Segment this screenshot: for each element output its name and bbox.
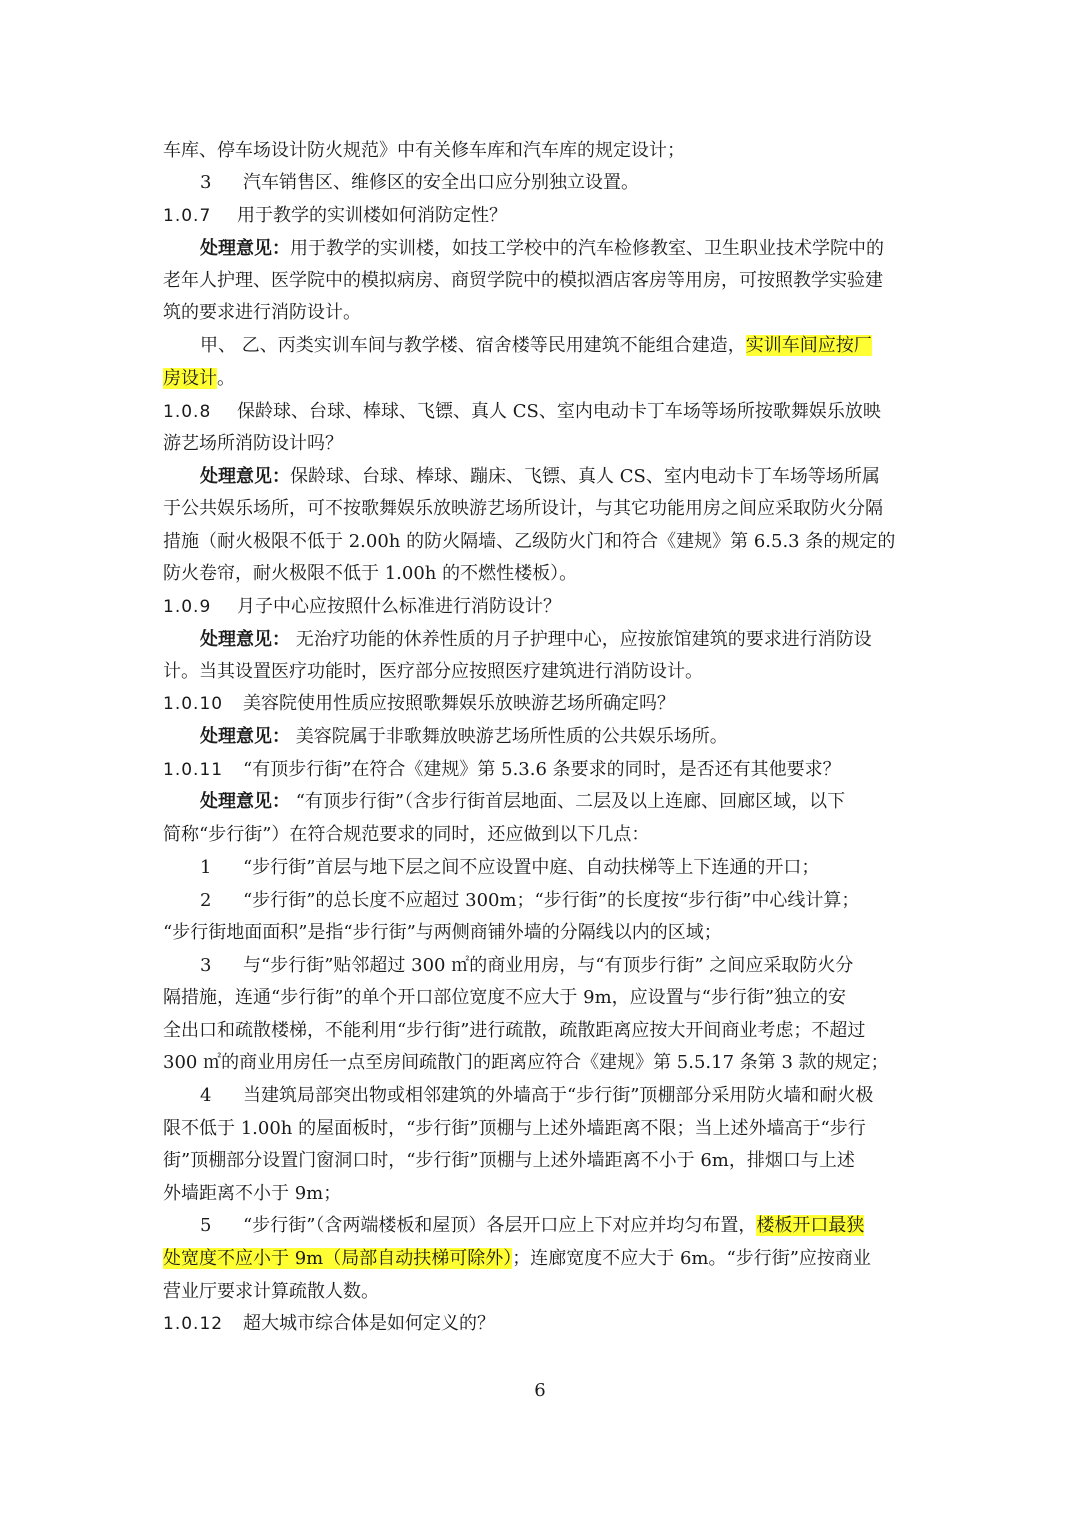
item-number: 5 xyxy=(200,1215,212,1236)
list-item xyxy=(200,1081,873,1111)
text-line: 300 ㎡的商业用房任一点至房间疏散门的距离应符合《建规》第 5.5.17 条第 3 款的规定； xyxy=(163,1052,889,1073)
text-line: 营业厅要求计算疏散人数。 xyxy=(163,1281,379,1302)
item-text: 与“步行街”贴邻超过 300 ㎡的商业用房，与“有顶步行街” 之间应采取防火分 xyxy=(243,955,854,976)
question-1-0-8 xyxy=(163,397,881,427)
answer-text: “有顶步行街”（含步行街首层地面、二层及以上连廊、回廊区域，以下 xyxy=(290,791,846,812)
answer-text: 美容院属于非歌舞放映游艺场所性质的公共娱乐场所。 xyxy=(290,726,728,747)
section-number: 1.0.7 xyxy=(163,206,212,226)
question-text: 超大城市综合体是如何定义的？ xyxy=(243,1313,495,1334)
item-number: 1 xyxy=(200,857,212,878)
text-line: 车库、停车场设计防火规范》中有关修车库和汽车库的规定设计； xyxy=(163,140,685,161)
text-line xyxy=(163,364,235,394)
answer-line xyxy=(200,722,728,752)
highlighted-text: 房设计 xyxy=(163,368,217,389)
text-line: 街”顶棚部分设置门窗洞口时，“步行街”顶棚与上述外墙距离不小于 6m，排烟口与上述 xyxy=(163,1150,855,1171)
text-run: 甲、 乙、丙类实训车间与教学楼、宿舍楼等民用建筑不能组合建造， xyxy=(200,335,746,356)
question-text: 月子中心应按照什么标准进行消防设计？ xyxy=(237,596,561,617)
answer-label: 处理意见： xyxy=(200,238,290,259)
answer-line xyxy=(200,625,872,655)
section-number: 1.0.8 xyxy=(163,402,212,422)
text-line: “步行街地面面积”是指“步行街”与两侧商铺外墙的分隔线以内的区域； xyxy=(163,922,722,943)
question-text: “有顶步行街”在符合《建规》第 5.3.6 条要求的同时，是否还有其他要求？ xyxy=(243,759,841,780)
answer-label: 处理意见： xyxy=(200,629,290,650)
answer-line xyxy=(200,462,880,492)
answer-line xyxy=(200,234,884,264)
text-line: 措施（耐火极限不低于 2.00h 的防火隔墙、乙级防火门和符合《建规》第 6.5.3 条的规定的 xyxy=(163,531,896,552)
item-text: 汽车销售区、维修区的安全出口应分别独立设置。 xyxy=(243,172,639,193)
question-text: 用于教学的实训楼如何消防定性？ xyxy=(237,205,507,226)
item-number: 3 xyxy=(200,955,212,976)
item-number: 2 xyxy=(200,890,212,911)
question-text: 美容院使用性质应按照歌舞娱乐放映游艺场所确定吗？ xyxy=(243,693,675,714)
section-number: 1.0.11 xyxy=(163,760,224,780)
text-line: 限不低于 1.00h 的屋面板时，“步行街”顶棚与上述外墙距离不限；当上述外墙高于“步行 xyxy=(163,1118,866,1139)
text-run: ；连廊宽度不应大于 6m。“步行街”应按商业 xyxy=(512,1248,871,1269)
answer-text: 保龄球、台球、棒球、蹦床、飞镖、真人 CS、室内电动卡丁车场等场所属 xyxy=(290,466,880,487)
item-number: 3 xyxy=(200,172,212,193)
text-line: 全出口和疏散楼梯，不能利用“步行街”进行疏散，疏散距离应按大开间商业考虑；不超过 xyxy=(163,1020,866,1041)
text-line: 隔措施，连通“步行街”的单个开口部位宽度不应大于 9m，应设置与“步行街”独立的安 xyxy=(163,987,847,1008)
question-1-0-12 xyxy=(163,1309,495,1339)
page-number: 6 xyxy=(534,1380,546,1401)
item-text: “步行街”首层与地下层之间不应设置中庭、自动扶梯等上下连通的开口； xyxy=(243,857,820,878)
answer-label: 处理意见： xyxy=(200,726,290,747)
text-line xyxy=(200,331,872,361)
answer-label: 处理意见： xyxy=(200,466,290,487)
answer-text: 无治疗功能的休养性质的月子护理中心，应按旅馆建筑的要求进行消防设 xyxy=(290,629,872,650)
text-line: 外墙距离不小于 9m； xyxy=(163,1183,342,1204)
question-text: 保龄球、台球、棒球、飞镖、真人 CS、室内电动卡丁车场等场所按歌舞娱乐放映 xyxy=(237,401,881,422)
text-line xyxy=(163,1244,871,1274)
text-line: 游艺场所消防设计吗？ xyxy=(163,433,343,454)
section-number: 1.0.12 xyxy=(163,1314,224,1334)
item-text: 当建筑局部突出物或相邻建筑的外墙高于“步行街”顶棚部分采用防火墙和耐火极 xyxy=(243,1085,874,1106)
section-number: 1.0.9 xyxy=(163,597,212,617)
answer-line xyxy=(200,787,845,817)
answer-label: 处理意见： xyxy=(200,791,290,812)
text-line: 筑的要求进行消防设计。 xyxy=(163,302,361,323)
question-1-0-10 xyxy=(163,689,675,719)
item-text: “步行街”（含两端楼板和屋顶）各层开口应上下对应并均匀布置， xyxy=(243,1215,757,1236)
item-number: 4 xyxy=(200,1085,212,1106)
highlighted-text: 处宽度不应小于 9m（局部自动扶梯可除外） xyxy=(163,1248,513,1269)
list-item xyxy=(200,886,859,916)
list-item xyxy=(200,1211,864,1241)
text-line: 于公共娱乐场所，可不按歌舞娱乐放映游艺场所设计，与其它功能用房之间应采取防火分隔 xyxy=(163,498,883,519)
answer-text: 用于教学的实训楼，如技工学校中的汽车检修教室、卫生职业技术学院中的 xyxy=(290,238,884,259)
list-item xyxy=(200,853,819,883)
text-line: 简称“步行街”）在符合规范要求的同时，还应做到以下几点： xyxy=(163,824,650,845)
list-item xyxy=(200,951,853,981)
highlighted-text: 实训车间应按厂 xyxy=(745,335,872,356)
text-line: 老年人护理、医学院中的模拟病房、商贸学院中的模拟酒店客房等用房，可按照教学实验建 xyxy=(163,270,883,291)
text-run: 。 xyxy=(217,368,235,389)
question-1-0-9 xyxy=(163,592,561,622)
text-line: 防火卷帘，耐火极限不低于 1.00h 的不燃性楼板）。 xyxy=(163,563,578,584)
section-number: 1.0.10 xyxy=(163,694,224,714)
highlighted-text: 楼板开口最狭 xyxy=(756,1215,865,1236)
question-1-0-11 xyxy=(163,755,841,785)
list-item xyxy=(200,168,639,198)
item-text: “步行街”的总长度不应超过 300m；“步行街”的长度按“步行街”中心线计算； xyxy=(243,890,860,911)
question-1-0-7 xyxy=(163,201,507,231)
text-line: 计。当其设置医疗功能时，医疗部分应按照医疗建筑进行消防设计。 xyxy=(163,661,703,682)
